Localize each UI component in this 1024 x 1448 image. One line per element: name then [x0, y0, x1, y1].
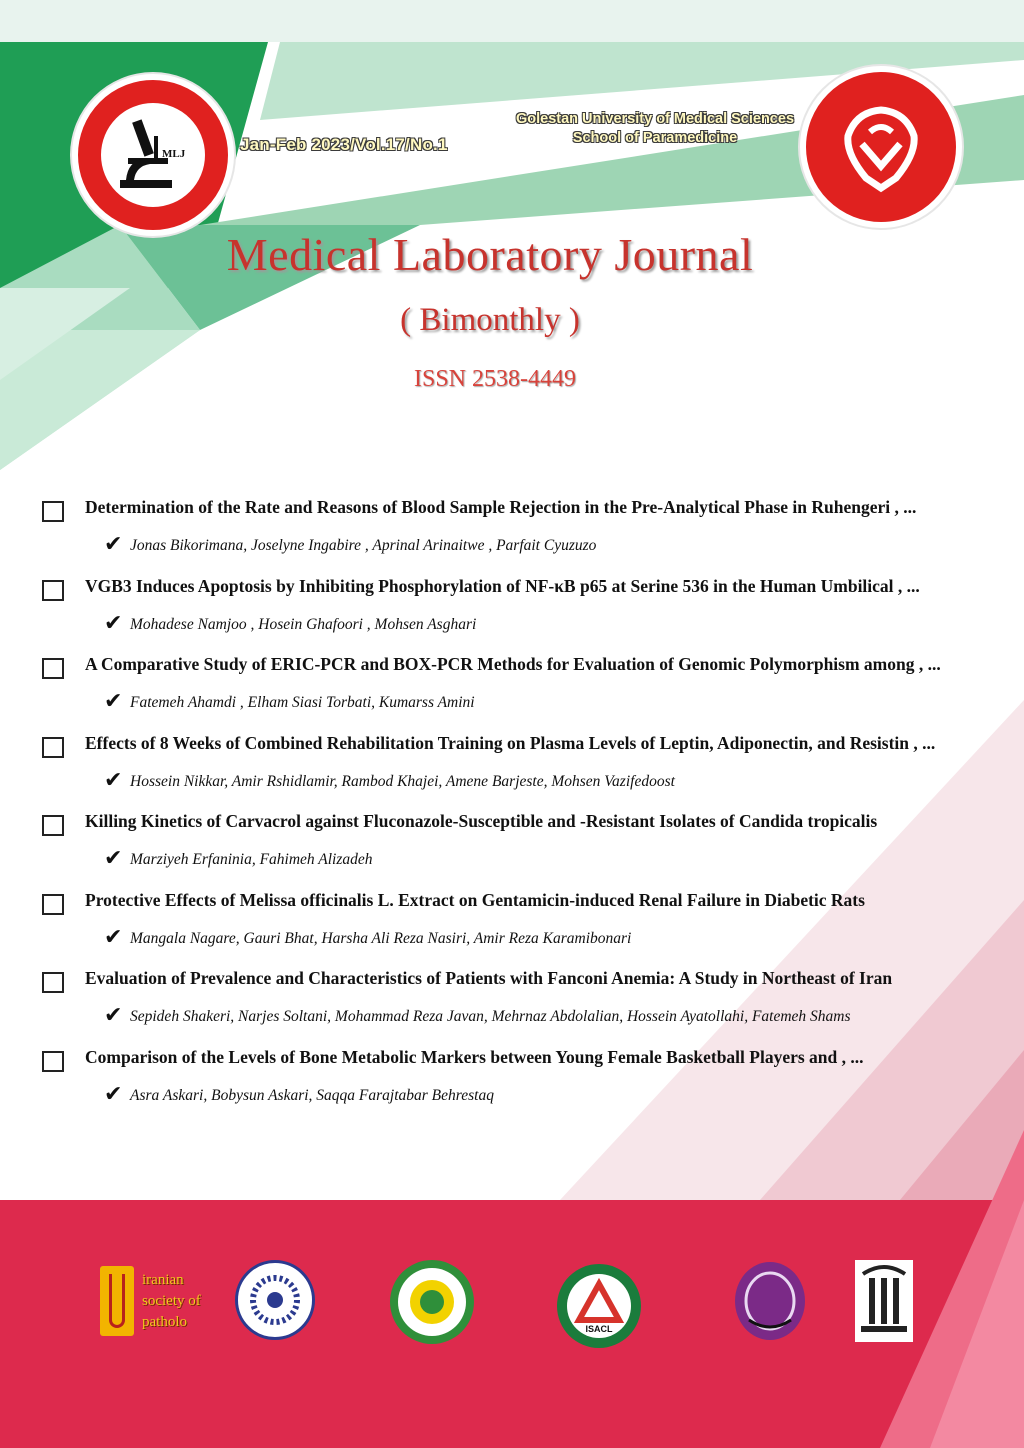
- university-name: [500, 110, 810, 148]
- checkmark-icon: ✔: [104, 846, 123, 871]
- university-emblem-icon: [826, 92, 936, 202]
- partner-logos: [0, 1258, 1024, 1358]
- article-checkbox[interactable]: [42, 972, 64, 993]
- article-checkbox[interactable]: [42, 580, 64, 601]
- checkmark-icon: ✔: [104, 689, 123, 714]
- article-authors: Sepideh Shakeri, Narjes Soltani, Mohammad Reza Javan, Mehrnaz Abdolalian, Hossein Ayatollahi, Fatemeh Shams: [130, 1008, 851, 1025]
- article-item: [40, 809, 1020, 888]
- article-title[interactable]: Killing Kinetics of Carvacrol against Fluconazole-Susceptible and -Resistant Isolates of Candida tropicalis: [85, 811, 878, 831]
- article-item: [40, 574, 1020, 653]
- journal-issn: ISSN 2538-4449: [413, 366, 576, 392]
- article-item: [40, 495, 1020, 574]
- article-title[interactable]: Evaluation of Prevalence and Characteristics of Patients with Fanconi Anemia: A Study in Northeast of Iran: [85, 968, 893, 988]
- article-checkbox[interactable]: [42, 815, 64, 836]
- parasitology-society-seal-icon: [235, 1260, 315, 1340]
- mlj-logo-letters: MLJ: [162, 148, 186, 160]
- article-authors: Marziyeh Erfaninia, Fahimeh Alizadeh: [130, 851, 373, 868]
- article-title[interactable]: VGB3 Induces Apoptosis by Inhibiting Phosphorylation of NF-κB p65 at Serine 536 in the Human Umbilical , ...: [85, 575, 920, 596]
- article-title[interactable]: Effects of 8 Weeks of Combined Rehabilitation Training on Plasma Levels of Leptin, Adiponectin, and Resistin , ...: [85, 732, 936, 753]
- issue-info: Jan-Feb 2023/Vol.17/No.1: [240, 135, 448, 154]
- article-list: [40, 495, 1020, 1123]
- article-checkbox[interactable]: [42, 658, 64, 679]
- article-item: [40, 966, 1020, 1045]
- article-title[interactable]: Comparison of the Levels of Bone Metabolic Markers between Young Female Basketball Players and , ...: [85, 1046, 864, 1067]
- checkmark-icon: ✔: [104, 767, 123, 793]
- iacl-seal-icon: [735, 1262, 805, 1340]
- article-checkbox[interactable]: [42, 1051, 64, 1072]
- article-title[interactable]: Determination of the Rate and Reasons of Blood Sample Rejection in the Pre-Analytical Phase in Ruhengeri , ...: [85, 497, 917, 517]
- article-authors: Asra Askari, Bobysun Askari, Saqqa Farajtabar Behrestaq: [130, 1086, 494, 1104]
- pathology-society-emblem-icon: [100, 1266, 134, 1336]
- isacl-seal-icon: [557, 1264, 641, 1348]
- checkmark-icon: ✔: [104, 532, 123, 557]
- checkmark-icon: ✔: [104, 924, 123, 950]
- university-pillars-logo-icon: [855, 1260, 913, 1342]
- article-authors: Mohadese Namjoo , Hosein Ghafoori , Mohsen Asghari: [130, 615, 477, 633]
- mlj-logo: [72, 74, 234, 236]
- article-authors: Jonas Bikorimana, Joselyne Ingabire , Aprinal Arinaitwe , Parfait Cyuzuzo: [130, 537, 597, 554]
- article-authors: Hossein Nikkar, Amir Rshidlamir, Rambod Khajei, Amene Barjeste, Mohsen Vazifedoost: [130, 772, 675, 790]
- article-item: [40, 888, 1020, 967]
- article-authors: Fatemeh Ahamdi , Elham Siasi Torbati, Kumarss Amini: [130, 694, 475, 711]
- journal-title: Medical Laboratory Journal: [226, 229, 754, 280]
- pathology-society-name: iranian society of patholo: [142, 1272, 201, 1330]
- article-item: [40, 731, 1020, 810]
- iranian-society-of-pathology-logo: [100, 1266, 220, 1336]
- checkmark-icon: ✔: [104, 610, 123, 636]
- article-item: [40, 652, 1020, 731]
- school-line: School of Paramedicine: [572, 130, 738, 146]
- checkmark-icon: ✔: [104, 1081, 123, 1107]
- article-title[interactable]: A Comparative Study of ERIC-PCR and BOX-PCR Methods for Evaluation of Genomic Polymorphism among , ...: [85, 654, 941, 674]
- article-checkbox[interactable]: [42, 894, 64, 915]
- article-checkbox[interactable]: [42, 501, 64, 522]
- university-line-1: Golestan University of Medical Sciences: [515, 111, 795, 127]
- article-checkbox[interactable]: [42, 737, 64, 758]
- microscope-icon: [98, 100, 208, 210]
- checkmark-icon: ✔: [104, 1003, 123, 1028]
- microbiology-society-seal-icon: [390, 1260, 474, 1344]
- university-logo: [800, 66, 962, 228]
- article-authors: Mangala Nagare, Gauri Bhat, Harsha Ali Reza Nasiri, Amir Reza Karamibonari: [130, 929, 632, 947]
- isacl-label: ISACL: [585, 1324, 613, 1334]
- article-item: [40, 1045, 1020, 1124]
- journal-frequency: ( Bimonthly ): [400, 302, 580, 338]
- article-title[interactable]: Protective Effects of Melissa officinalis L. Extract on Gentamicin-induced Renal Failure in Diabetic Rats: [85, 889, 865, 910]
